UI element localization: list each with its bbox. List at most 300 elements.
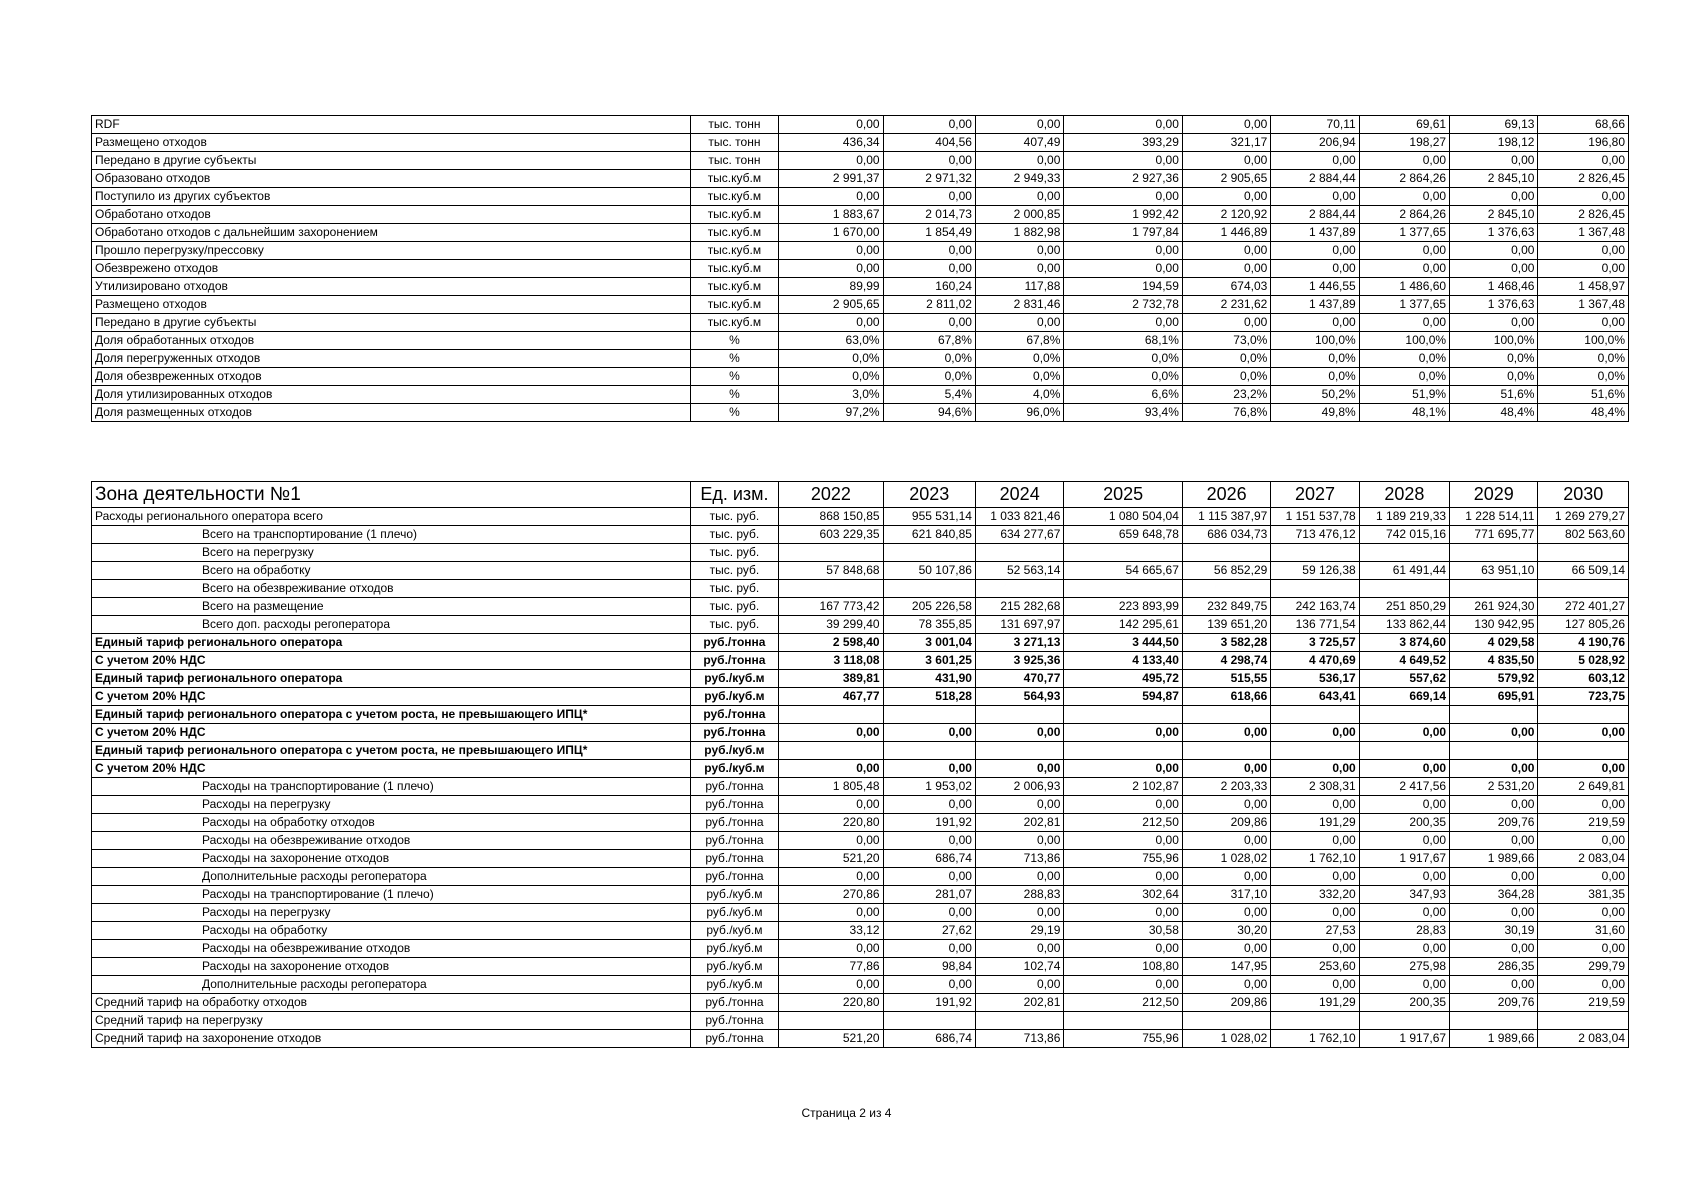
value-cell	[883, 1012, 975, 1030]
row-unit: руб./куб.м	[690, 904, 778, 922]
value-cell: 100,0%	[1538, 332, 1629, 350]
row-label: Всего на размещение	[92, 598, 691, 616]
value-cell: 868 150,85	[779, 508, 883, 526]
value-cell	[1271, 742, 1359, 760]
value-cell: 0,00	[1359, 832, 1449, 850]
table-row	[92, 796, 1629, 814]
value-cell: 30,19	[1450, 922, 1538, 940]
value-cell: 521,20	[779, 1030, 883, 1048]
table-row	[92, 814, 1629, 832]
value-cell: 2 845,10	[1450, 170, 1538, 188]
value-cell: 0,00	[779, 904, 883, 922]
table-row	[92, 742, 1629, 760]
value-cell: 200,35	[1359, 814, 1449, 832]
row-label: Единый тариф регионального оператора с учетом роста, не превышающего ИПЦ*	[92, 742, 691, 760]
value-cell: 0,00	[883, 724, 975, 742]
value-cell: 2 083,04	[1538, 1030, 1629, 1048]
value-cell: 1 437,89	[1271, 224, 1359, 242]
value-cell: 0,00	[1182, 796, 1270, 814]
value-cell: 0,0%	[1182, 368, 1270, 386]
value-cell	[1450, 580, 1538, 598]
row-label: Образовано отходов	[92, 170, 691, 188]
table-row	[92, 958, 1629, 976]
value-cell: 191,92	[883, 814, 975, 832]
value-cell: 0,00	[1359, 796, 1449, 814]
row-unit: тыс. руб.	[690, 616, 778, 634]
value-cell: 67,8%	[975, 332, 1063, 350]
value-cell: 0,00	[1182, 760, 1270, 778]
value-cell	[975, 544, 1063, 562]
value-cell: 102,74	[975, 958, 1063, 976]
value-cell	[1271, 1012, 1359, 1030]
value-cell: 2 905,65	[779, 296, 883, 314]
value-cell: 275,98	[1359, 958, 1449, 976]
row-unit: %	[690, 386, 778, 404]
value-cell	[1538, 706, 1629, 724]
table-row	[92, 562, 1629, 580]
value-cell	[779, 706, 883, 724]
table-row	[92, 526, 1629, 544]
value-cell	[1359, 544, 1449, 562]
value-cell: 0,00	[1064, 760, 1183, 778]
value-cell: 0,00	[1450, 904, 1538, 922]
value-cell: 0,00	[1538, 724, 1629, 742]
value-cell: 5 028,92	[1538, 652, 1629, 670]
value-cell: 191,29	[1271, 814, 1359, 832]
value-cell: 321,17	[1182, 134, 1270, 152]
value-cell: 78 355,85	[883, 616, 975, 634]
year-header: 2023	[883, 482, 975, 508]
value-cell: 0,00	[1064, 116, 1183, 134]
value-cell: 4 649,52	[1359, 652, 1449, 670]
value-cell: 0,00	[883, 260, 975, 278]
value-cell: 0,0%	[883, 350, 975, 368]
value-cell: 643,41	[1271, 688, 1359, 706]
value-cell: 0,0%	[1359, 350, 1449, 368]
value-cell: 1 376,63	[1450, 224, 1538, 242]
value-cell: 3 725,57	[1271, 634, 1359, 652]
value-cell: 251 850,29	[1359, 598, 1449, 616]
value-cell	[1538, 544, 1629, 562]
year-header: 2028	[1359, 482, 1449, 508]
value-cell: 802 563,60	[1538, 526, 1629, 544]
value-cell: 0,00	[975, 188, 1063, 206]
value-cell: 1 486,60	[1359, 278, 1449, 296]
value-cell: 2 006,93	[975, 778, 1063, 796]
row-unit: тыс. руб.	[690, 598, 778, 616]
value-cell: 0,00	[883, 314, 975, 332]
table-row	[92, 616, 1629, 634]
table-row	[92, 332, 1629, 350]
value-cell: 0,00	[1359, 242, 1449, 260]
value-cell: 100,0%	[1271, 332, 1359, 350]
zone-title: Зона деятельности №1	[92, 482, 691, 508]
value-cell	[883, 742, 975, 760]
row-label: Расходы на захоронение отходов	[92, 958, 691, 976]
value-cell: 0,00	[1359, 976, 1449, 994]
value-cell: 212,50	[1064, 994, 1183, 1012]
value-cell: 0,00	[1182, 242, 1270, 260]
value-cell: 0,00	[975, 976, 1063, 994]
value-cell: 0,00	[1064, 152, 1183, 170]
value-cell	[1182, 706, 1270, 724]
value-cell: 0,00	[1359, 868, 1449, 886]
value-cell: 1 917,67	[1359, 1030, 1449, 1048]
value-cell: 0,00	[1359, 904, 1449, 922]
value-cell: 209,86	[1182, 994, 1270, 1012]
row-unit: руб./тонна	[690, 796, 778, 814]
row-unit: тыс. тонн	[690, 152, 778, 170]
value-cell: 0,00	[779, 868, 883, 886]
value-cell: 0,00	[1064, 242, 1183, 260]
table-row	[92, 634, 1629, 652]
row-unit: тыс. руб.	[690, 580, 778, 598]
row-label: Всего на обработку	[92, 562, 691, 580]
row-label: Поступило из других субъектов	[92, 188, 691, 206]
row-unit: тыс.куб.м	[690, 314, 778, 332]
value-cell: 63,0%	[779, 332, 883, 350]
value-cell: 0,00	[883, 868, 975, 886]
value-cell: 0,00	[1359, 760, 1449, 778]
value-cell: 69,61	[1359, 116, 1449, 134]
value-cell: 0,0%	[1538, 350, 1629, 368]
value-cell: 634 277,67	[975, 526, 1063, 544]
row-label: С учетом 20% НДС	[92, 760, 691, 778]
value-cell: 0,00	[975, 242, 1063, 260]
value-cell: 603 229,35	[779, 526, 883, 544]
value-cell: 209,76	[1450, 994, 1538, 1012]
value-cell: 0,00	[1182, 314, 1270, 332]
value-cell: 0,00	[1359, 724, 1449, 742]
value-cell: 0,00	[1538, 188, 1629, 206]
value-cell: 0,0%	[1450, 350, 1538, 368]
table-row	[92, 508, 1629, 526]
value-cell	[1182, 742, 1270, 760]
value-cell: 0,00	[779, 242, 883, 260]
value-cell: 2 531,20	[1450, 778, 1538, 796]
value-cell: 0,00	[1538, 976, 1629, 994]
table-row	[92, 368, 1629, 386]
value-cell	[1450, 742, 1538, 760]
value-cell: 220,80	[779, 994, 883, 1012]
value-cell: 202,81	[975, 814, 1063, 832]
value-cell: 108,80	[1064, 958, 1183, 976]
value-cell: 51,6%	[1450, 386, 1538, 404]
value-cell: 0,00	[1450, 242, 1538, 260]
value-cell: 0,00	[1450, 832, 1538, 850]
row-unit: руб./тонна	[690, 652, 778, 670]
table-row	[92, 386, 1629, 404]
value-cell: 198,12	[1450, 134, 1538, 152]
table-row	[92, 206, 1629, 224]
value-cell	[1271, 580, 1359, 598]
table-row	[92, 1030, 1629, 1048]
row-label: Прошло перегрузку/прессовку	[92, 242, 691, 260]
unit-header: Ед. изм.	[690, 482, 778, 508]
value-cell: 1 437,89	[1271, 296, 1359, 314]
value-cell: 0,00	[1538, 940, 1629, 958]
value-cell: 389,81	[779, 670, 883, 688]
value-cell: 3 271,13	[975, 634, 1063, 652]
value-cell: 100,0%	[1359, 332, 1449, 350]
value-cell: 0,00	[975, 116, 1063, 134]
value-cell: 603,12	[1538, 670, 1629, 688]
value-cell: 1 377,65	[1359, 296, 1449, 314]
value-cell: 98,84	[883, 958, 975, 976]
row-label: Расходы на обработку	[92, 922, 691, 940]
value-cell: 1 228 514,11	[1450, 508, 1538, 526]
table-row	[92, 778, 1629, 796]
value-cell: 0,0%	[779, 368, 883, 386]
table-row	[92, 724, 1629, 742]
value-cell: 0,00	[883, 152, 975, 170]
value-cell: 0,00	[1182, 868, 1270, 886]
row-label: Всего на обезвреживание отходов	[92, 580, 691, 598]
value-cell: 0,00	[1064, 976, 1183, 994]
value-cell: 1 468,46	[1450, 278, 1538, 296]
value-cell: 56 852,29	[1182, 562, 1270, 580]
table-row	[92, 1012, 1629, 1030]
row-label: Размещено отходов	[92, 296, 691, 314]
value-cell: 0,00	[883, 796, 975, 814]
page-number: Страница 2 из 4	[801, 1106, 892, 1120]
row-unit: %	[690, 368, 778, 386]
row-label: Расходы на транспортирование (1 плечо)	[92, 886, 691, 904]
value-cell: 1 953,02	[883, 778, 975, 796]
value-cell	[1538, 742, 1629, 760]
value-cell	[1064, 1012, 1183, 1030]
value-cell: 470,77	[975, 670, 1063, 688]
value-cell: 659 648,78	[1064, 526, 1183, 544]
table-row	[92, 850, 1629, 868]
row-unit: %	[690, 332, 778, 350]
value-cell: 436,34	[779, 134, 883, 152]
row-unit: тыс. тонн	[690, 134, 778, 152]
value-cell: 100,0%	[1450, 332, 1538, 350]
value-cell	[1064, 580, 1183, 598]
value-cell: 557,62	[1359, 670, 1449, 688]
row-unit: руб./тонна	[690, 814, 778, 832]
value-cell: 771 695,77	[1450, 526, 1538, 544]
value-cell: 286,35	[1450, 958, 1538, 976]
value-cell: 0,00	[1450, 724, 1538, 742]
row-label: С учетом 20% НДС	[92, 688, 691, 706]
value-cell: 713,86	[975, 1030, 1063, 1048]
row-unit: руб./куб.м	[690, 742, 778, 760]
value-cell: 0,0%	[975, 350, 1063, 368]
table-row	[92, 170, 1629, 188]
value-cell: 0,00	[779, 796, 883, 814]
value-cell: 51,6%	[1538, 386, 1629, 404]
row-label: Расходы на обработку отходов	[92, 814, 691, 832]
value-cell: 2 864,26	[1359, 206, 1449, 224]
value-cell	[883, 706, 975, 724]
value-cell: 0,00	[779, 724, 883, 742]
row-label: Обработано отходов	[92, 206, 691, 224]
value-cell: 2 845,10	[1450, 206, 1538, 224]
value-cell: 407,49	[975, 134, 1063, 152]
row-label: RDF	[92, 116, 691, 134]
value-cell: 33,12	[779, 922, 883, 940]
value-cell: 59 126,38	[1271, 562, 1359, 580]
value-cell: 2 905,65	[1182, 170, 1270, 188]
value-cell: 50,2%	[1271, 386, 1359, 404]
value-cell: 2 598,40	[779, 634, 883, 652]
value-cell: 191,29	[1271, 994, 1359, 1012]
row-unit: руб./куб.м	[690, 670, 778, 688]
value-cell: 51,9%	[1359, 386, 1449, 404]
value-cell: 0,00	[883, 904, 975, 922]
value-cell: 2 000,85	[975, 206, 1063, 224]
value-cell: 2 971,32	[883, 170, 975, 188]
value-cell: 127 805,26	[1538, 616, 1629, 634]
value-cell: 674,03	[1182, 278, 1270, 296]
value-cell: 2 884,44	[1271, 170, 1359, 188]
table-row	[92, 544, 1629, 562]
value-cell: 1 883,67	[779, 206, 883, 224]
table-row	[92, 278, 1629, 296]
value-cell: 0,00	[883, 940, 975, 958]
row-unit: руб./тонна	[690, 706, 778, 724]
table-row	[92, 976, 1629, 994]
value-cell: 0,00	[1538, 242, 1629, 260]
value-cell: 467,77	[779, 688, 883, 706]
value-cell: 0,00	[779, 188, 883, 206]
value-cell: 0,00	[1538, 760, 1629, 778]
value-cell: 0,00	[1538, 904, 1629, 922]
value-cell: 1 854,49	[883, 224, 975, 242]
value-cell: 253,60	[1271, 958, 1359, 976]
value-cell: 261 924,30	[1450, 598, 1538, 616]
value-cell: 194,59	[1064, 278, 1183, 296]
value-cell: 686 034,73	[1182, 526, 1270, 544]
value-cell: 686,74	[883, 1030, 975, 1048]
value-cell	[1359, 1012, 1449, 1030]
value-cell: 0,00	[1064, 314, 1183, 332]
value-cell: 0,00	[883, 976, 975, 994]
value-cell: 0,00	[1182, 904, 1270, 922]
value-cell: 1 989,66	[1450, 850, 1538, 868]
value-cell: 0,00	[779, 152, 883, 170]
value-cell: 332,20	[1271, 886, 1359, 904]
waste-volumes-table	[91, 115, 1629, 422]
value-cell: 1 189 219,33	[1359, 508, 1449, 526]
row-unit: тыс.куб.м	[690, 206, 778, 224]
table-row	[92, 670, 1629, 688]
value-cell: 0,00	[1064, 940, 1183, 958]
row-label: Расходы на обезвреживание отходов	[92, 832, 691, 850]
value-cell: 0,00	[779, 260, 883, 278]
value-cell: 564,93	[975, 688, 1063, 706]
value-cell: 3 582,28	[1182, 634, 1270, 652]
table-row	[92, 296, 1629, 314]
value-cell: 198,27	[1359, 134, 1449, 152]
row-label: Расходы на транспортирование (1 плечо)	[92, 778, 691, 796]
operator-tariff-table	[91, 481, 1629, 1048]
value-cell: 1 151 537,78	[1271, 508, 1359, 526]
value-cell	[1450, 544, 1538, 562]
value-cell: 0,00	[975, 868, 1063, 886]
value-cell: 0,00	[1271, 724, 1359, 742]
row-label: Доля обработанных отходов	[92, 332, 691, 350]
value-cell: 66 509,14	[1538, 562, 1629, 580]
value-cell: 0,00	[1538, 832, 1629, 850]
row-unit: тыс. руб.	[690, 544, 778, 562]
row-label: С учетом 20% НДС	[92, 652, 691, 670]
value-cell: 431,90	[883, 670, 975, 688]
row-label: Расходы на обезвреживание отходов	[92, 940, 691, 958]
row-label: Всего доп. расходы регоператора	[92, 616, 691, 634]
value-cell: 0,00	[779, 116, 883, 134]
value-cell: 1 115 387,97	[1182, 508, 1270, 526]
value-cell: 1 446,55	[1271, 278, 1359, 296]
row-label: Средний тариф на обработку отходов	[92, 994, 691, 1012]
value-cell: 0,00	[1271, 188, 1359, 206]
table-row	[92, 152, 1629, 170]
value-cell: 3 118,08	[779, 652, 883, 670]
value-cell: 1 458,97	[1538, 278, 1629, 296]
table-row	[92, 580, 1629, 598]
value-cell: 0,00	[1064, 796, 1183, 814]
value-cell: 0,00	[975, 832, 1063, 850]
value-cell: 223 893,99	[1064, 598, 1183, 616]
value-cell	[1450, 1012, 1538, 1030]
row-unit: руб./тонна	[690, 868, 778, 886]
value-cell: 3 001,04	[883, 634, 975, 652]
table-row	[92, 688, 1629, 706]
value-cell: 94,6%	[883, 404, 975, 422]
row-label: Расходы на захоронение отходов	[92, 850, 691, 868]
value-cell: 404,56	[883, 134, 975, 152]
value-cell	[1182, 544, 1270, 562]
year-header: 2029	[1450, 482, 1538, 508]
value-cell: 0,00	[1359, 260, 1449, 278]
value-cell: 70,11	[1271, 116, 1359, 134]
value-cell: 1 033 821,46	[975, 508, 1063, 526]
value-cell: 160,24	[883, 278, 975, 296]
value-cell: 536,17	[1271, 670, 1359, 688]
value-cell: 1 762,10	[1271, 1030, 1359, 1048]
value-cell: 2 949,33	[975, 170, 1063, 188]
value-cell: 0,00	[1271, 868, 1359, 886]
row-unit: руб./куб.м	[690, 976, 778, 994]
row-unit: тыс. руб.	[690, 562, 778, 580]
value-cell	[975, 1012, 1063, 1030]
value-cell: 272 401,27	[1538, 598, 1629, 616]
row-label: Дополнительные расходы регоператора	[92, 868, 691, 886]
row-unit: тыс. руб.	[690, 508, 778, 526]
value-cell: 0,00	[1064, 724, 1183, 742]
value-cell: 0,0%	[1450, 368, 1538, 386]
value-cell: 2 884,44	[1271, 206, 1359, 224]
table-row	[92, 350, 1629, 368]
value-cell: 61 491,44	[1359, 562, 1449, 580]
value-cell: 205 226,58	[883, 598, 975, 616]
value-cell: 288,83	[975, 886, 1063, 904]
value-cell: 117,88	[975, 278, 1063, 296]
value-cell	[779, 742, 883, 760]
row-unit: руб./куб.м	[690, 886, 778, 904]
value-cell	[1538, 1012, 1629, 1030]
value-cell: 1 367,48	[1538, 296, 1629, 314]
value-cell: 242 163,74	[1271, 598, 1359, 616]
table-row	[92, 940, 1629, 958]
value-cell: 220,80	[779, 814, 883, 832]
value-cell: 68,1%	[1064, 332, 1183, 350]
value-cell: 270,86	[779, 886, 883, 904]
value-cell	[1450, 706, 1538, 724]
value-cell: 131 697,97	[975, 616, 1063, 634]
